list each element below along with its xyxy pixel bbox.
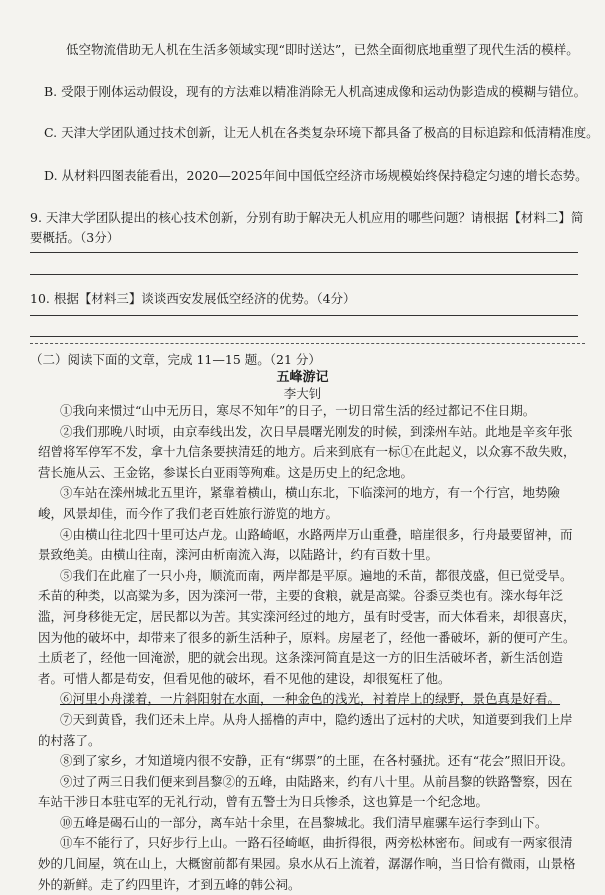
article-author: 李大钊 <box>283 386 322 401</box>
paragraph-6-underlined: ⑥河里小舟漾着，一片斜阳射在水面，一种金色的浅光，衬着岸上的绿野，景色真是好看。 <box>60 691 561 707</box>
paragraph-10: ⑩五峰是碣石山的一部分，离车站十余里，在昌黎城北。我们清早雇骡车运行李到山下。 <box>60 814 548 830</box>
option-d: D. 从材料四图表能看出，2020—2025年间中国低空经济市场规模始终保持稳定匀速的增长态势。 <box>44 168 588 183</box>
option-c: C. 天津大学团队通过技术创新，让无人机在各类复杂环境下都具备了极高的目标追踪和低清精准度。 <box>44 125 599 140</box>
article-title: 五峰游记 <box>276 370 329 385</box>
answer-line-9b <box>30 274 578 275</box>
paragraph-2: ②我们那晚八时顷，由京奉线出发，次日早晨曙光刚发的时候，到滦州车站。此地是辛亥年张绍曾将军停军不发，拿十九信条要挟清廷的地方。后来到底有一标①在此起义，以众寡不敌失败，营长施从云、王金铭，参谋长白亚雨等殉难。这是历史上的纪念地。 <box>38 423 576 480</box>
article-body <box>38 401 584 895</box>
paragraph-8: ⑧到了家乡，才知道境内很不安静，正有“绑票”的土匪，在各村骚扰。还有“花会”照旧开设。 <box>60 753 574 769</box>
section-intro: （二）阅读下面的文章，完成 11—15 题。（21 分） <box>30 352 321 367</box>
paragraph-4: ④由横山往北四十里可达卢龙。山路崎岖，水路两岸万山重叠，暗崖很多，行舟最要留神，而景致绝美。由横山往南，滦河由析南流入海，以陆路计，约有百数十里。 <box>38 526 573 563</box>
paragraph-7: ⑦天到黄昏，我们还未上岸。从舟人摇橹的声中，隐约透出了远村的犬吠，知道要到我们上岸的村落了。 <box>38 711 573 748</box>
option-c-continuation: 低空物流借助无人机在生活多领域实现“即时送达”，已然全面彻底地重塑了现代生活的模样。 <box>66 42 579 57</box>
paragraph-9: ⑨过了两三日我们便来到昌黎②的五峰，由陆路来，约有八十里。从前昌黎的铁路警察，因在车站干涉日本驻屯军的无礼行动，曾有五警士为日兵惨杀，这也算是一个纪念地。 <box>38 773 573 810</box>
paragraph-1: ①我向来惯过“山中无历日，寒尽不知年”的日子，一切日常生活的经过都记不住日期。 <box>60 403 536 418</box>
question-9: 9. 天津大学团队提出的核心技术创新，分别有助于解决无人机应用的哪些问题？请根据【材料二】简要概括。（3分） <box>30 210 584 245</box>
paragraph-5: ⑤我们在此雇了一只小舟，顺流而南，两岸都是平原。遍地的禾苗，都很茂盛，但已觉受旱。禾苗的种类，以高粱为多，因为滦河一带，主要的食粮，就是高粱。谷黍豆类也有。滦水每年泛滥，河身移徙无定，居民都以为苦。其实滦河经过的地方，虽有时受害，而大体看来，却很喜庆，因为他的破坏中，却带来了很多的新生活种子，原料。房屋老了，经他一番破坏，新的便可产生。土质老了，经他一回淹淤，肥的就会出现。这条滦河简直是这一方的旧生活破坏者，新生活创造者。可惜人都是苟安，但看见他的破坏，看不见他的建设，却很冤枉了他。 <box>38 567 576 686</box>
answer-line-10b <box>30 336 578 337</box>
answer-line-9a <box>30 252 578 253</box>
paragraph-3: ③车站在滦州城北五里许，紧靠着横山，横山东北，下临滦河的地方，有一个行宫，地势險峻，风景却佳，而今作了我们老百姓旅行游览的地方。 <box>38 485 561 521</box>
question-10: 10. 根据【材料三】谈谈西安发展低空经济的优势。（4分） <box>30 291 356 306</box>
option-b: B. 受限于刚体运动假设，现有的方法难以精准消除无人机高速成像和运动伪影造成的模糊与错位。 <box>44 84 587 99</box>
section-divider <box>30 343 585 344</box>
answer-line-10a <box>30 315 578 316</box>
paragraph-11: ⑪车不能行了，只好步行上山。一路石径崎岖，曲折得很，两旁松林密布。间或有一两家很清妙的几间屋，筑在山上，大概窗前都有果园。泉水从石上流着，潺潺作响，当日恰有微雨，山景格外的新鲜。走了约四里许，才到五峰的韩公祠。 <box>38 835 576 892</box>
